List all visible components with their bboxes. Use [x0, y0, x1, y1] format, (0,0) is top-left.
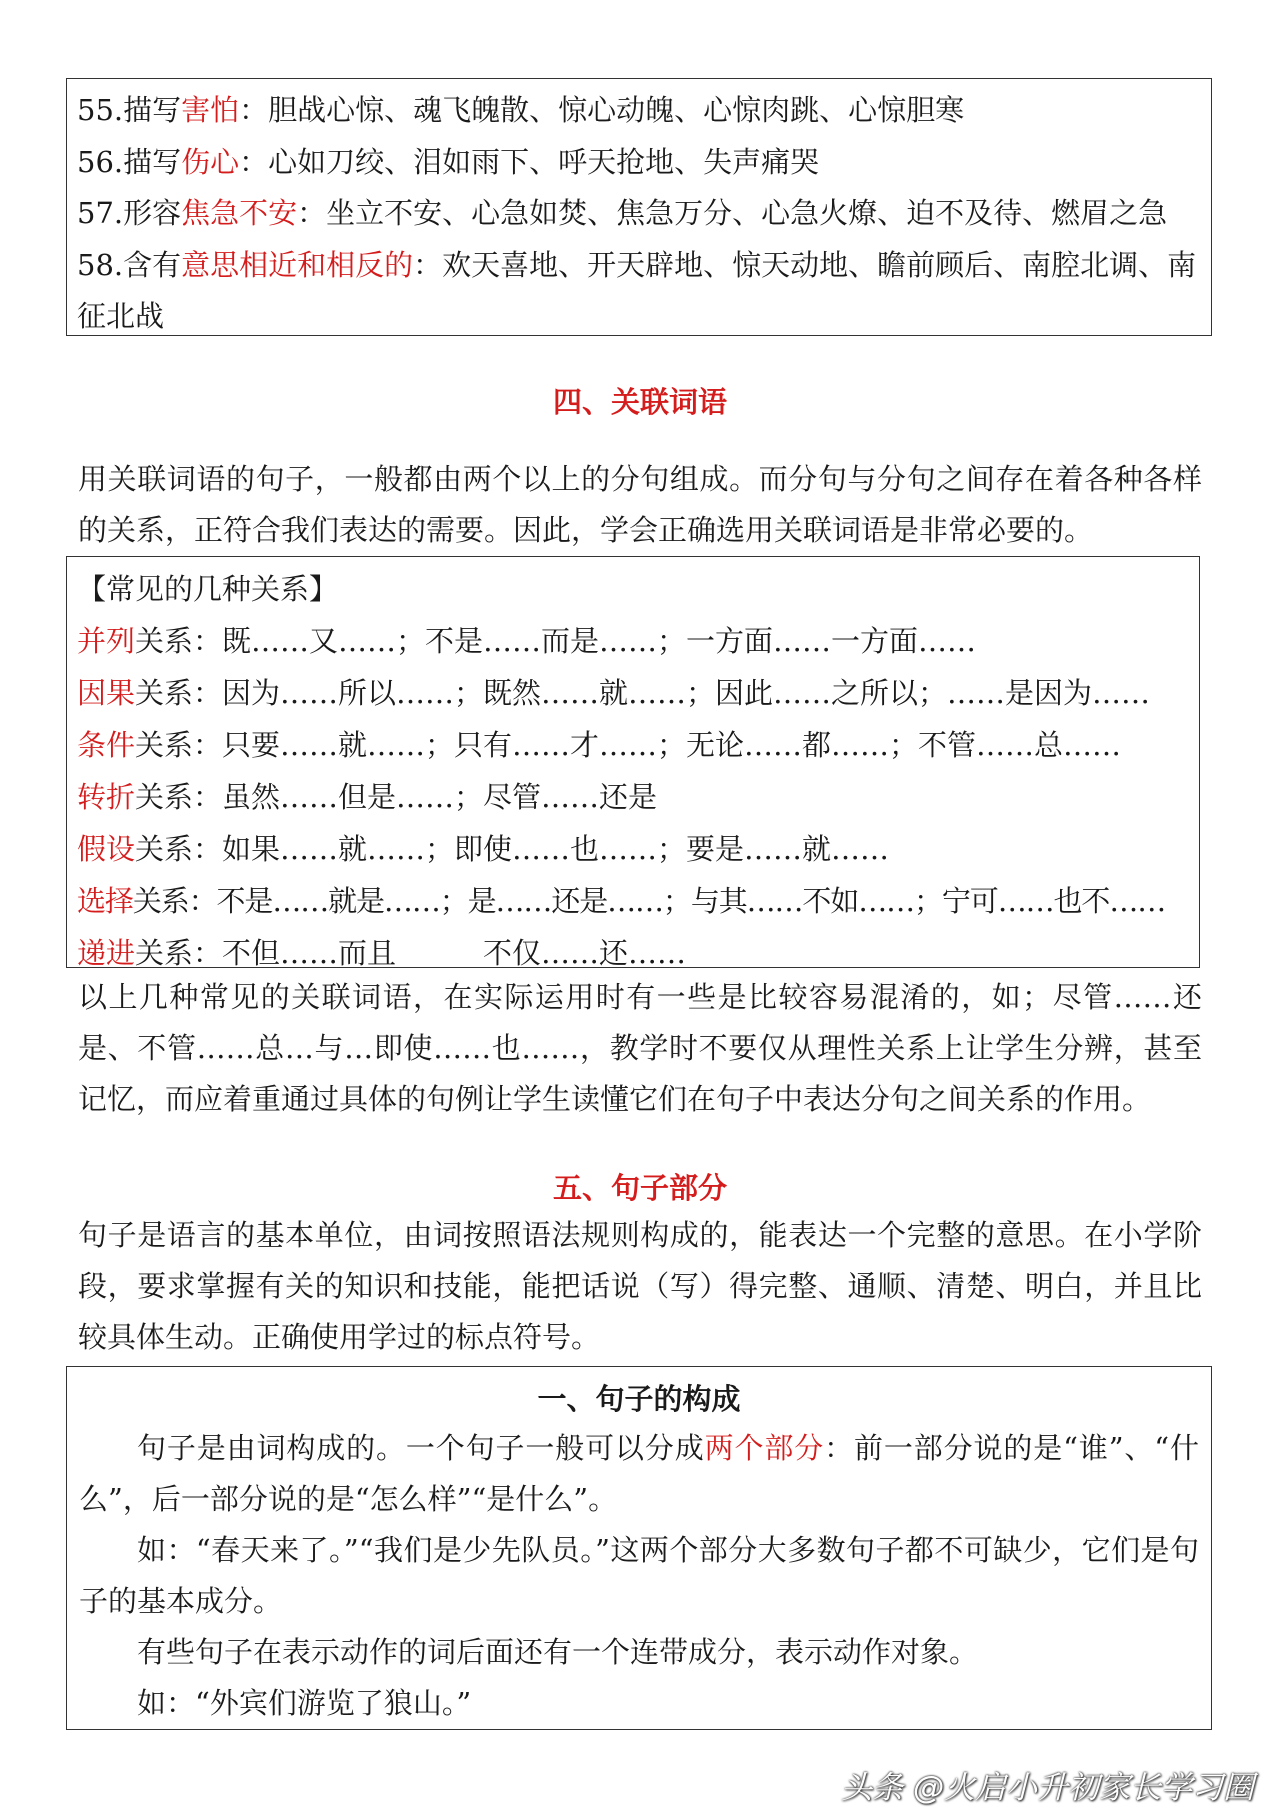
idiom-prefix: 56.描写 [77, 144, 182, 179]
idiom-highlight: 焦急不安 [181, 196, 298, 230]
relation-words: 如果……就……；即使……也……；要是……就…… [222, 832, 890, 866]
idiom-list: ：胆战心惊、魂飞魄散、惊心动魄、心惊肉跳、心惊胆寒 [239, 93, 965, 127]
relation-type: 并列 [77, 624, 136, 658]
relation-suffix: 关系： [135, 780, 223, 814]
idiom-item-56 [77, 137, 1201, 189]
relation-words: 因为……所以……；既然……就……；因此……之所以；……是因为…… [222, 676, 1151, 710]
idiom-box [66, 78, 1212, 336]
section-title-sentences: 五、句子部分 [552, 1171, 727, 1205]
relation-words: 既……又……；不是……而是……；一方面……一方面…… [222, 624, 977, 658]
relation-words: 不是……就是……；是……还是……；与其……不如……；宁可……也不…… [216, 884, 1166, 918]
relation-suffix: 关系： [132, 884, 217, 918]
idiom-item-58 [77, 240, 1201, 343]
section-intro-conjunctions: 用关联词语的句子，一般都由两个以上的分句组成。而分句与分句之间存在着各种各样的关系，正符合我们表达的需要。因此，学会正确选用关联词语是非常必要的。 [78, 462, 1202, 547]
relation-words: 不但……而且 不仅……还…… [222, 936, 687, 970]
relation-type: 假设 [77, 832, 136, 866]
relations-heading: 【常见的几种关系】 [77, 572, 339, 606]
idiom-highlight: 意思相近和相反的 [181, 247, 414, 282]
relation-type: 转折 [77, 780, 136, 814]
idiom-prefix: 55.描写 [77, 93, 182, 127]
relation-type: 递进 [77, 936, 136, 970]
idiom-highlight: 伤心 [181, 144, 240, 179]
watermark: 头条 @火启小升初家长学习圈 [841, 1770, 1254, 1806]
relation-suffix: 关系： [135, 936, 223, 970]
relations-box [66, 556, 1200, 968]
relation-words: 只要……就……；只有……才……；无论……都……；不管……总…… [222, 728, 1122, 762]
idiom-highlight: 害怕 [181, 93, 240, 127]
idiom-list: ：心如刀绞、泪如雨下、呼天抢地、失声痛哭 [239, 144, 820, 179]
idiom-prefix: 57.形容 [77, 196, 182, 230]
sentence-structure-paragraph-2: 如：“春天来了。”“我们是少先队员。”这两个部分大多数句子都不可缺少，它们是句子的基本成分。 [79, 1533, 1199, 1618]
relation-row-adversative [77, 771, 1199, 823]
two-parts-highlight: 两个部分 [704, 1431, 825, 1465]
sentence-structure-box [66, 1366, 1212, 1730]
section-intro-sentences: 句子是语言的基本单位，由词按照语法规则构成的，能表达一个完整的意思。在小学阶段，要求掌握有关的知识和技能，能把话说（写）得完整、通顺、清楚、明白，并且比较具体生动。正确使用学过的标点符号。 [78, 1218, 1202, 1354]
section-note-conjunctions: 以上几种常见的关联词语，在实际运用时有一些是比较容易混淆的，如；尽管……还是、不管……总…与…即使……也……，教学时不要仅从理性关系上让学生分辨，甚至记忆，而应着重通过具体的句例让学生读懂它们在句子中表达分句之间关系的作用。 [78, 980, 1202, 1116]
relation-row-causal [77, 667, 1199, 719]
sentence-structure-paragraph-1 [79, 1423, 1199, 1525]
sentence-structure-paragraph-4: 如：“外宾们游览了狼山。” [137, 1686, 472, 1720]
relation-suffix: 关系： [135, 832, 223, 866]
idiom-list: ：坐立不安、心急如焚、焦急万分、心急火燎、迫不及待、燃眉之急 [297, 196, 1168, 230]
relation-suffix: 关系： [135, 624, 223, 658]
relation-row-conditional [77, 719, 1199, 771]
relation-row-hypothetical [77, 823, 1199, 875]
sentence-structure-title: 一、句子的构成 [537, 1382, 741, 1416]
idiom-list: ：欢天喜地、开天辟地、惊天动地、瞻前顾后、南腔北调、南征北战 [77, 247, 1197, 333]
relation-suffix: 关系： [135, 728, 223, 762]
paragraph-text: 句子是由词构成的。一个句子一般可以分成 [137, 1431, 705, 1465]
sentence-structure-paragraph-3: 有些句子在表示动作的词后面还有一个连带成分，表示动作对象。 [137, 1635, 979, 1669]
relation-suffix: 关系： [135, 676, 223, 710]
relation-type: 选择 [77, 884, 133, 918]
idiom-item-55 [77, 85, 1201, 137]
paragraph-text: ：前一部分说的是“谁”、“什么”，后一部分说的是“怎么样”“是什么”。 [79, 1431, 1199, 1516]
relation-row-alternative [77, 875, 1199, 927]
relation-words: 虽然……但是……；尽管……还是 [222, 780, 658, 814]
relation-row-coordinate [77, 615, 1199, 667]
relation-type: 因果 [77, 676, 136, 710]
idiom-item-57 [77, 188, 1201, 240]
section-title-conjunctions: 四、关联词语 [552, 385, 727, 419]
idiom-prefix: 58.含有 [77, 247, 182, 282]
relation-type: 条件 [77, 728, 136, 762]
